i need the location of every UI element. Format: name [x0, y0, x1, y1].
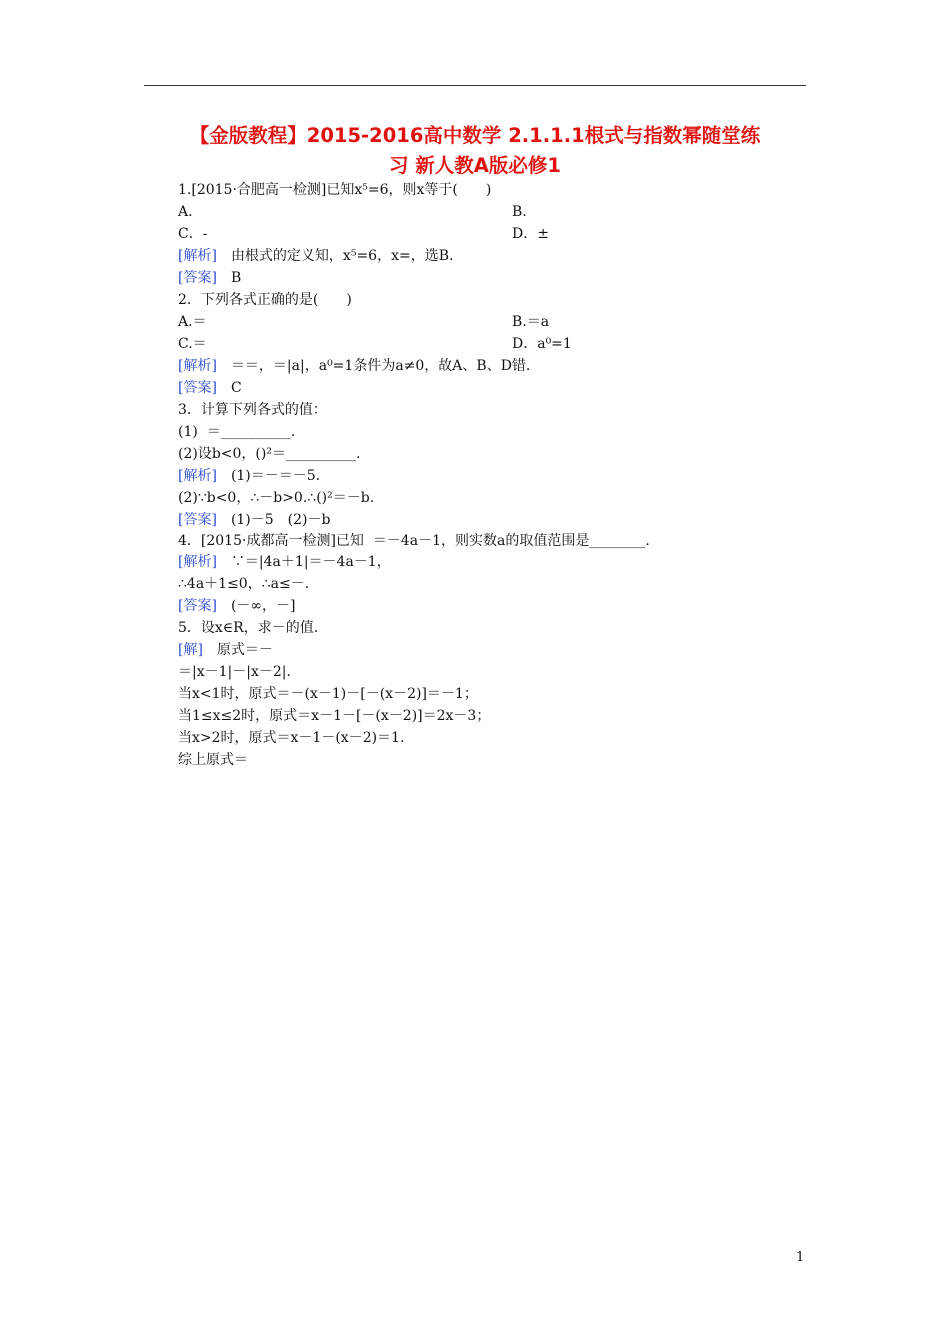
q3-part2: (2)设b<0，()²＝__________.: [178, 446, 361, 462]
q1-analysis-text: 由根式的定义知，x⁵=6，x=，选B.: [230, 248, 454, 264]
q3-stem: 3．计算下列各式的值：: [178, 402, 327, 418]
answer-label: [答案]: [178, 270, 217, 286]
doc-title-line1: 【金版教程】2015-2016高中数学 2.1.1.1根式与指数幂随堂练: [189, 124, 761, 147]
q5-step-4: 当x>2时，原式＝x－1－(x－2)＝1.: [178, 730, 405, 746]
q4-stem: 4．[2015·成都高一检测]已知 ＝－4a－1，则实数a的取值范围是________.: [178, 533, 650, 549]
q1-option-a: A.: [178, 204, 193, 220]
q2-answer: [178, 378, 242, 398]
q3-solution-2: (2)∵b<0，∴－b>0.∴()²＝－b.: [178, 490, 375, 506]
q3-answer-text: (1)－5 (2)－b: [230, 512, 331, 528]
analysis-label: [解析]: [178, 248, 217, 264]
q3-part1: (1) ＝__________.: [178, 424, 296, 440]
doc-title-line2: 习 新人教A版必修1: [389, 154, 561, 177]
analysis-label: [解析]: [178, 468, 217, 484]
q1-analysis: [178, 246, 453, 266]
answer-label: [答案]: [178, 512, 217, 528]
q2-stem: 2．下列各式正确的是( ): [178, 292, 352, 308]
q1-answer: [178, 268, 241, 288]
q5-step-2: 当x<1时，原式＝－(x－1)－[－(x－2)]＝－1；: [178, 686, 478, 702]
q1-stem: 1.[2015·合肥高一检测]已知x⁵=6，则x等于( ): [178, 182, 492, 198]
q2-option-c: C.＝: [178, 336, 207, 352]
page-number: 1: [796, 1250, 805, 1265]
q3-analysis: [178, 466, 320, 486]
q4-answer: [178, 596, 296, 616]
q5-step-1: ＝|x－1|－|x－2|.: [178, 664, 291, 680]
q2-answer-text: C: [230, 380, 242, 396]
q4-analysis-text: ∵＝|4a＋1|＝－4a－1，: [230, 554, 391, 570]
solution-label: [解]: [178, 642, 203, 658]
analysis-label: [解析]: [178, 554, 217, 570]
q1-answer-text: B: [230, 270, 242, 286]
q5-solution-text: 原式＝－: [216, 642, 273, 658]
q2-analysis-text: ＝＝，＝|a|，a⁰=1条件为a≠0，故A、B、D错.: [230, 358, 531, 374]
q3-analysis-text: (1)＝－＝－5.: [230, 468, 321, 484]
header-rule: [144, 85, 806, 86]
q5-stem: 5．设x∈R，求－的值.: [178, 620, 319, 636]
q4-solution-2: ∴4a＋1≤0，∴a≤－.: [178, 576, 310, 592]
analysis-label: [解析]: [178, 358, 217, 374]
q1-option-c: C．-: [178, 226, 208, 242]
q2-option-d: D．a⁰=1: [512, 336, 572, 352]
answer-label: [答案]: [178, 380, 217, 396]
q3-answer: [178, 510, 330, 530]
q4-answer-text: (－∞，－]: [230, 598, 296, 614]
q1-option-b: B.: [512, 204, 527, 220]
q2-option-b: B.＝a: [512, 314, 550, 330]
q5-solution: [178, 640, 273, 660]
q2-option-a: A.＝: [178, 314, 207, 330]
answer-label: [答案]: [178, 598, 217, 614]
q2-analysis: [178, 356, 530, 376]
q5-step-5: 综上原式＝: [178, 752, 248, 768]
q1-option-d: D．±: [512, 226, 549, 242]
q5-step-3: 当1≤x≤2时，原式＝x－1－[－(x－2)]＝2x－3；: [178, 708, 491, 724]
q4-analysis: [178, 552, 391, 572]
